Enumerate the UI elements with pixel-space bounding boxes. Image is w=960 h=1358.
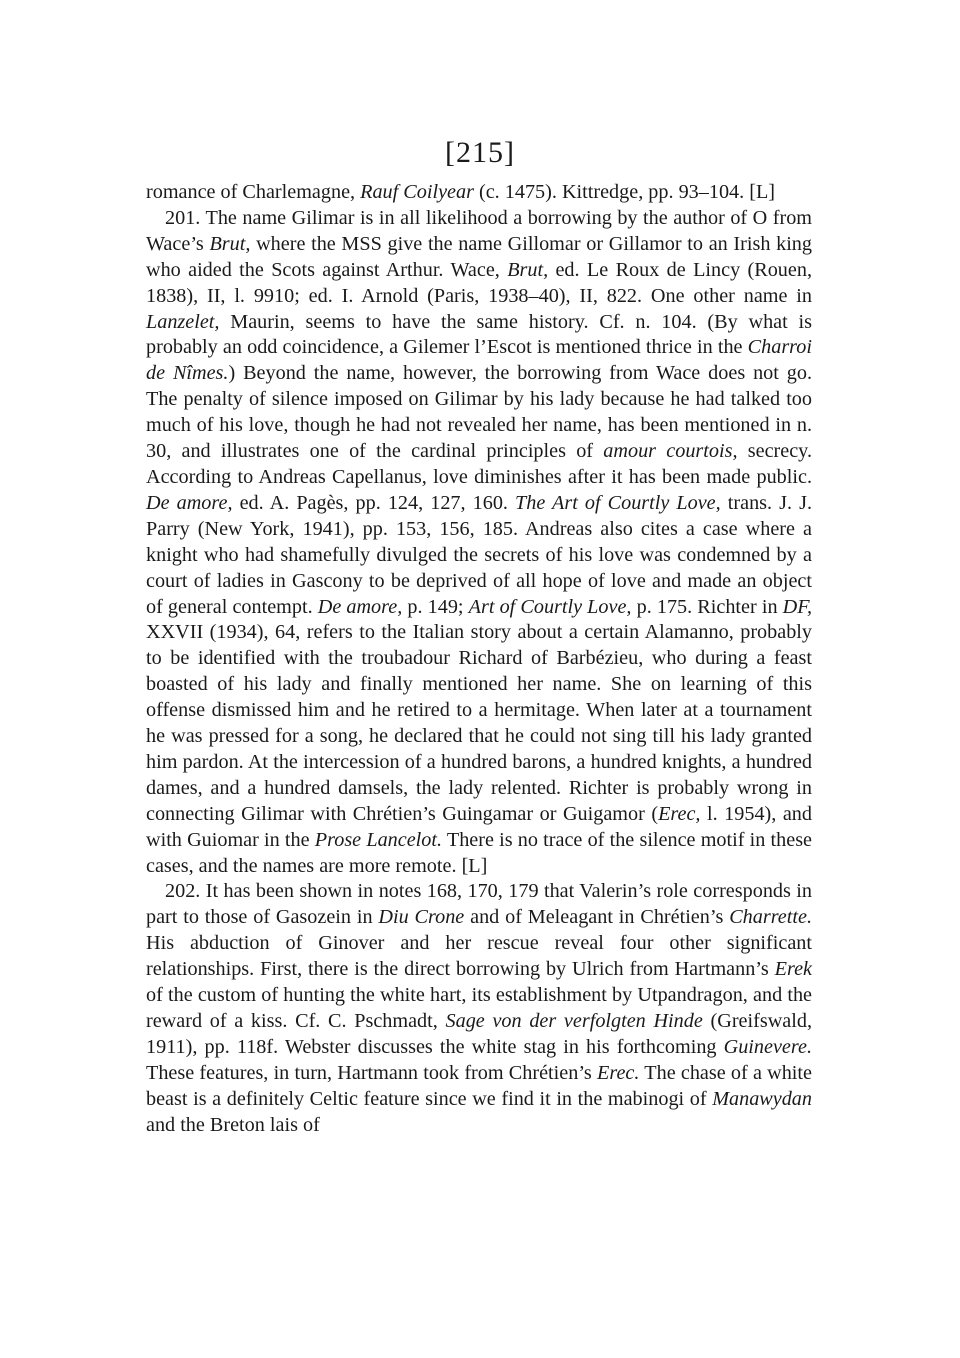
text-run: (c. 1475). Kittredge, pp. 93–104. [L] [473, 181, 776, 203]
italic-text-run: Charroi de Nîmes. [146, 336, 812, 385]
text-run: and of Meleagant in Chrétien’s [464, 906, 730, 929]
text-run: XXVII (1934), 64, refers to the Italian story about a certain Alamanno, probably to be identified with the troubadour Richard of Barbézieu, who during a feast boasted of his lady and finally mentioned her name. She on learning of this offense dismissed him and he retired to a hermitage. When later at a tournament he was pressed for a song, he declared that he could not sing till his lady granted him pardon. At the intercession of a hundred barons, a hundred knights, a hundred dames, and a hundred damsels, the lady relented. Richter is probably wrong in connecting Gilimar with Chrétien’s Guingamar or Guigamor ( [146, 621, 812, 825]
italic-text-run: Brut, [507, 258, 549, 281]
text-run: of the custom of hunting the white hart, its establishment by Utpandragon, and the reward of a kiss. Cf. C. Pschmadt, [146, 984, 812, 1032]
italic-text-run: Diu Crone [378, 906, 465, 929]
italic-text-run: Erek [774, 958, 812, 981]
text-run: There is no trace of the silence motif in these cases, and the names are more remote. [L] [146, 828, 813, 877]
text-run: l. 1954), and with Guiomar in the [146, 802, 812, 851]
paragraph [146, 180, 812, 206]
paragraph [146, 879, 812, 1138]
page-number: [215] [445, 136, 515, 169]
text-run: trans. J. J. Parry (New York, 1941), pp. 153, 156, 185. Andreas also cites a case where a knight who had shamefully divulged the secrets of his love was condemned by a court of ladies in Gascony to be deprived of all hope of love and made an object of general contempt. [146, 491, 813, 618]
text-run: and the Breton lais of [146, 1113, 320, 1136]
italic-text-run: DF, [782, 595, 813, 618]
text-run: 202. It has been shown in notes 168, 170, 179 that Valerin’s role corresponds in part to those of Gasozein in [146, 880, 812, 929]
italic-text-run: Manawydan [712, 1087, 812, 1110]
italic-text-run: Sage von der verfolgten Hinde [445, 1010, 703, 1032]
italic-text-run: Prose Lancelot. [314, 828, 443, 851]
text-run: (Greifswald, 1911), pp. 118f. Webster discusses the white stag in his forthcoming [146, 1010, 812, 1058]
text-run: These features, in turn, Hartmann took from Chrétien’s [146, 1061, 597, 1084]
text-run: ) Beyond the name, however, the borrowing from Wace does not go. The penalty of silence imposed on Gilimar by his lady because he had talked too much of his love, though he had not revealed her name, has been mentioned in n. 30, and illustrates one of the cardinal principles of [146, 362, 812, 463]
text-run: where the MSS give the name Gillomar or Gillamor to an Irish king who aided the Scots against Arthur. Wace, [146, 232, 812, 281]
body-text [146, 180, 812, 1139]
italic-text-run: De amore, [146, 491, 233, 514]
text-run: romance of Charlemagne, [146, 181, 361, 203]
italic-text-run: Rauf Coilyear [360, 181, 474, 203]
italic-text-run: Erec, [658, 802, 701, 825]
italic-text-run: Lanzelet, [146, 310, 220, 333]
text-run: 201. The name Gilimar is in all likelihood a borrowing by the author of O from Wace’s [146, 206, 812, 255]
text-run: p. 149; [402, 595, 469, 618]
italic-text-run: Guinevere. [723, 1035, 812, 1058]
italic-text-run: Charrette. [729, 906, 812, 929]
text-run: Maurin, seems to have the same history. Cf. n. 104. (By what is probably an odd coincidence, a Gilemer l’Escot is mentioned thrice in the [146, 310, 812, 359]
text-run: p. 175. Richter in [631, 595, 783, 618]
italic-text-run: The Art of Courtly Love, [515, 491, 721, 514]
italic-text-run: Erec. [597, 1061, 640, 1084]
text-run: His abduction of Ginover and her rescue reveal four other significant relationships. First, there is the direct borrowing by Ulrich from Hartmann’s [146, 932, 812, 981]
text-run: secrecy. According to Andreas Capellanus, love diminishes after it has been made public. [146, 440, 813, 488]
text-run: ed. Le Roux de Lincy (Rouen, 1838), II, l. 9910; ed. I. Arnold (Paris, 1938–40), II, 822. One other name in [146, 258, 812, 307]
text-run: The chase of a white beast is a definitely Celtic feature since we find it in the mabinogi of [146, 1061, 812, 1110]
text-run: ed. A. Pagès, pp. 124, 127, 160. [232, 491, 516, 514]
paragraph [146, 206, 812, 880]
italic-text-run: De amore, [317, 595, 403, 618]
italic-text-run: Brut, [209, 232, 251, 255]
italic-text-run: amour courtois, [603, 440, 738, 463]
italic-text-run: Art of Courtly Love, [468, 595, 632, 618]
